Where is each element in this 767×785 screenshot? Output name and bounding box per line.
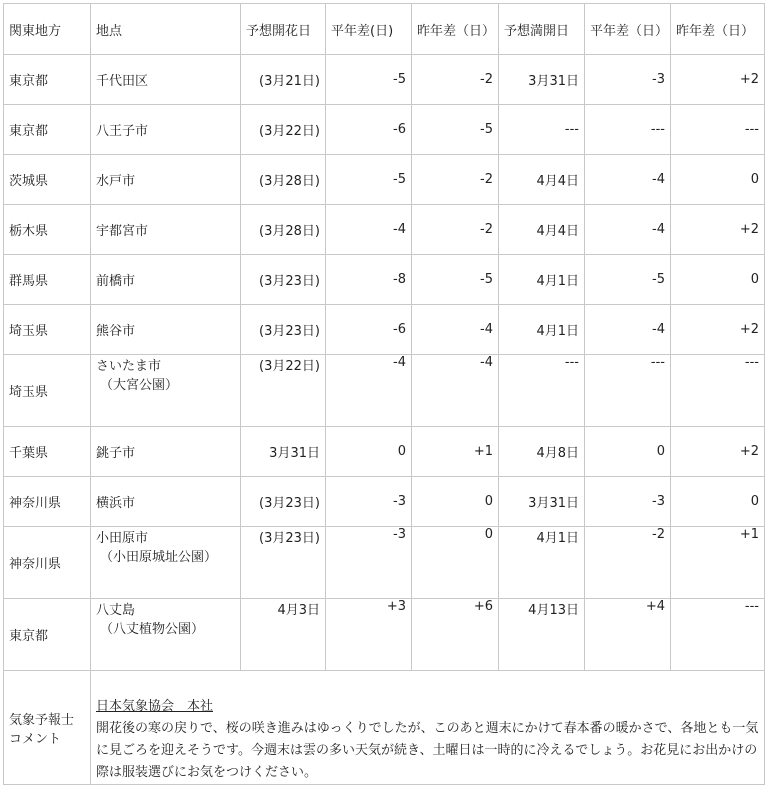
full-vs-last-year-cell [671,599,765,671]
location-text: 八丈島 [96,603,136,618]
bloom-date-cell [241,305,326,355]
prefecture-text: 神奈川県 [9,557,62,572]
bloom-vs-last-year-text: 0 [484,494,493,509]
location-text: 宇都宮市 [96,224,149,239]
location-cell [91,355,241,427]
full-vs-last-year-cell [671,527,765,599]
comment-label [4,671,91,785]
bloom-vs-last-year-cell [412,255,499,305]
full-vs-last-year-cell [671,155,765,205]
full-vs-normal-text: -3 [652,494,665,509]
prefecture-text: 埼玉県 [9,324,49,339]
bloom-vs-normal-cell [326,55,412,105]
full-bloom-date-text: 3月31日 [528,74,579,89]
full-vs-last-year-text: 0 [750,494,759,509]
comment-label-line2: コメント [9,731,62,747]
bloom-vs-last-year-text: -2 [480,72,493,87]
full-bloom-date-cell [499,255,585,305]
table-row [4,477,765,527]
full-bloom-date-text: 4月4日 [536,224,579,239]
table-row [4,527,765,599]
location-text: 小田原市 [96,531,149,546]
full-bloom-date-cell [499,527,585,599]
location-cell [91,105,241,155]
prefecture-text: 埼玉県 [9,385,49,400]
location-text: 前橋市 [96,274,136,289]
location-text: 八王子市 [96,124,149,139]
prefecture-text: 東京都 [9,74,49,89]
bloom-vs-normal-cell [326,255,412,305]
prefecture-text: 東京都 [9,629,49,644]
bloom-vs-last-year-text: -2 [480,172,493,187]
full-vs-normal-cell [585,105,671,155]
prefecture-cell [4,105,91,155]
header-bloom-vs-normal: 平年差(日) [326,4,412,55]
location-cell [91,155,241,205]
full-vs-normal-text: -4 [652,172,665,187]
table-row [4,599,765,671]
table-row [4,55,765,105]
bloom-vs-last-year-text: -5 [480,122,493,137]
full-bloom-date-cell [499,599,585,671]
bloom-vs-normal-cell [326,155,412,205]
location-text: さいたま市 [96,359,162,374]
bloom-vs-last-year-cell [412,55,499,105]
bloom-date-text: (3月23日) [259,531,320,546]
full-bloom-date-text: --- [564,355,579,370]
bloom-vs-normal-cell [326,305,412,355]
bloom-vs-normal-text: -6 [393,122,406,137]
bloom-vs-last-year-cell [412,105,499,155]
location-park-text: （小田原城址公園） [100,550,218,565]
full-vs-normal-text: 0 [656,444,665,459]
bloom-vs-normal-cell [326,527,412,599]
bloom-vs-last-year-text: 0 [484,527,493,542]
bloom-vs-normal-cell [326,477,412,527]
header-row [4,4,765,55]
header-region: 関東地方 [4,4,91,55]
full-vs-normal-text: -2 [652,527,665,542]
location-cell [91,205,241,255]
full-bloom-date-text: 4月13日 [528,603,579,618]
full-bloom-date-text: 4月1日 [536,531,579,546]
full-vs-normal-cell [585,477,671,527]
full-vs-normal-cell [585,355,671,427]
prefecture-text: 茨城県 [9,174,49,189]
table-row [4,427,765,477]
header-location: 地点 [91,4,241,55]
full-vs-last-year-cell [671,105,765,155]
full-bloom-date-cell [499,477,585,527]
full-bloom-date-text: 4月8日 [536,446,579,461]
full-vs-normal-text: -4 [652,222,665,237]
comment-text: 開花後の寒の戻りで、桜の咲き進みはゆっくりでしたが、このあと週末にかけて春本番の暖かさで、各地とも一気に見ごろを迎えそうです。今週末は雲の多い天気が続き、土曜日は一時的に冷えるでしょう。お花見にお出かけの際は服装選びにお気をつけください。 [96,721,759,780]
bloom-date-text: 4月3日 [277,603,320,618]
full-vs-normal-text: -5 [652,272,665,287]
bloom-date-text: 3月31日 [269,446,320,461]
prefecture-cell [4,305,91,355]
full-vs-normal-cell [585,599,671,671]
full-vs-last-year-text: 0 [750,172,759,187]
header-full-bloom-date: 予想満開日 [499,4,585,55]
full-vs-normal-text: --- [650,355,665,370]
full-vs-last-year-text: +2 [739,322,759,337]
bloom-vs-normal-text: 0 [397,444,406,459]
full-vs-normal-cell [585,55,671,105]
full-vs-last-year-cell [671,305,765,355]
comment-row [4,671,765,785]
header-full-vs-last-year: 昨年差（日） [671,4,765,55]
prefecture-text: 千葉県 [9,446,49,461]
bloom-vs-last-year-text: -4 [480,322,493,337]
bloom-vs-normal-cell [326,105,412,155]
comment-label-line1: 気象予報士 [9,712,75,728]
location-cell [91,427,241,477]
bloom-vs-last-year-cell [412,355,499,427]
bloom-vs-last-year-cell [412,305,499,355]
bloom-vs-normal-text: -5 [393,172,406,187]
table-row [4,205,765,255]
location-cell [91,599,241,671]
bloom-vs-last-year-cell [412,155,499,205]
comment-source: 日本気象協会 本社 [96,699,214,714]
full-vs-last-year-cell [671,427,765,477]
full-vs-last-year-cell [671,205,765,255]
full-vs-last-year-cell [671,55,765,105]
location-text: 銚子市 [96,446,136,461]
full-bloom-date-cell [499,355,585,427]
full-vs-normal-cell [585,255,671,305]
full-vs-last-year-cell [671,255,765,305]
bloom-date-cell [241,55,326,105]
full-vs-normal-text: --- [650,122,665,137]
location-cell [91,477,241,527]
bloom-date-cell [241,527,326,599]
bloom-vs-last-year-cell [412,477,499,527]
table-row [4,305,765,355]
location-text: 水戸市 [96,174,136,189]
full-vs-last-year-text: +1 [739,527,759,542]
full-vs-last-year-cell [671,477,765,527]
bloom-vs-normal-text: -5 [393,72,406,87]
bloom-date-cell [241,205,326,255]
bloom-vs-normal-text: -8 [393,272,406,287]
prefecture-text: 群馬県 [9,274,49,289]
full-vs-last-year-text: +2 [739,72,759,87]
table-row [4,355,765,427]
bloom-vs-normal-text: -3 [393,527,406,542]
prefecture-cell [4,599,91,671]
full-bloom-date-text: --- [564,122,579,137]
full-bloom-date-text: 3月31日 [528,496,579,511]
bloom-vs-normal-cell [326,427,412,477]
full-vs-last-year-text: --- [744,122,759,137]
full-bloom-date-text: 4月1日 [536,324,579,339]
location-park-text: （八丈植物公園） [100,622,205,637]
full-vs-normal-cell [585,527,671,599]
prefecture-cell [4,55,91,105]
full-bloom-date-cell [499,305,585,355]
bloom-date-text: (3月23日) [259,274,320,289]
location-cell [91,55,241,105]
location-cell [91,255,241,305]
bloom-vs-last-year-text: -2 [480,222,493,237]
full-vs-last-year-text: --- [744,355,759,370]
bloom-vs-last-year-cell [412,599,499,671]
prefecture-cell [4,477,91,527]
bloom-vs-normal-cell [326,355,412,427]
full-vs-normal-cell [585,305,671,355]
cherry-blossom-forecast-table [3,3,765,785]
bloom-vs-last-year-text: -4 [480,355,493,370]
prefecture-cell [4,427,91,477]
bloom-vs-last-year-text: -5 [480,272,493,287]
bloom-date-text: (3月22日) [259,359,320,374]
full-vs-last-year-text: 0 [750,272,759,287]
full-vs-last-year-text: --- [744,599,759,614]
bloom-vs-last-year-cell [412,427,499,477]
full-bloom-date-cell [499,105,585,155]
full-vs-normal-text: +4 [645,599,665,614]
bloom-date-text: (3月23日) [259,496,320,511]
full-vs-last-year-text: +2 [739,222,759,237]
full-vs-normal-cell [585,155,671,205]
full-bloom-date-cell [499,155,585,205]
prefecture-cell [4,155,91,205]
prefecture-text: 神奈川県 [9,496,62,511]
header-full-vs-normal: 平年差（日） [585,4,671,55]
bloom-vs-last-year-cell [412,205,499,255]
location-cell [91,527,241,599]
bloom-date-cell [241,355,326,427]
full-vs-normal-text: -3 [652,72,665,87]
full-vs-normal-cell [585,427,671,477]
location-text: 横浜市 [96,496,136,511]
bloom-date-text: (3月28日) [259,174,320,189]
bloom-vs-normal-text: -6 [393,322,406,337]
prefecture-cell [4,205,91,255]
prefecture-cell [4,255,91,305]
bloom-date-cell [241,599,326,671]
full-bloom-date-cell [499,427,585,477]
bloom-vs-normal-cell [326,205,412,255]
table-row [4,255,765,305]
full-bloom-date-text: 4月1日 [536,274,579,289]
bloom-date-cell [241,477,326,527]
prefecture-text: 栃木県 [9,224,49,239]
bloom-date-text: (3月21日) [259,74,320,89]
prefecture-cell [4,527,91,599]
bloom-vs-last-year-cell [412,527,499,599]
header-bloom-date: 予想開花日 [241,4,326,55]
bloom-date-cell [241,155,326,205]
header-bloom-vs-last-year: 昨年差（日） [412,4,499,55]
bloom-vs-normal-cell [326,599,412,671]
comment-body [91,671,765,785]
bloom-vs-normal-text: +3 [386,599,406,614]
bloom-vs-last-year-text: +1 [473,444,493,459]
location-cell [91,305,241,355]
bloom-vs-normal-text: -3 [393,494,406,509]
full-vs-normal-text: -4 [652,322,665,337]
bloom-date-text: (3月23日) [259,324,320,339]
prefecture-cell [4,355,91,427]
full-vs-last-year-text: +2 [739,444,759,459]
table-row [4,105,765,155]
full-bloom-date-cell [499,55,585,105]
bloom-vs-last-year-text: +6 [473,599,493,614]
bloom-date-text: (3月22日) [259,124,320,139]
location-text: 千代田区 [96,74,149,89]
bloom-date-cell [241,105,326,155]
prefecture-text: 東京都 [9,124,49,139]
full-vs-normal-cell [585,205,671,255]
full-bloom-date-cell [499,205,585,255]
bloom-vs-normal-text: -4 [393,355,406,370]
bloom-date-cell [241,255,326,305]
location-park-text: （大宮公園） [100,378,179,393]
bloom-vs-normal-text: -4 [393,222,406,237]
bloom-date-cell [241,427,326,477]
full-bloom-date-text: 4月4日 [536,174,579,189]
full-vs-last-year-cell [671,355,765,427]
location-text: 熊谷市 [96,324,136,339]
table-row [4,155,765,205]
bloom-date-text: (3月28日) [259,224,320,239]
